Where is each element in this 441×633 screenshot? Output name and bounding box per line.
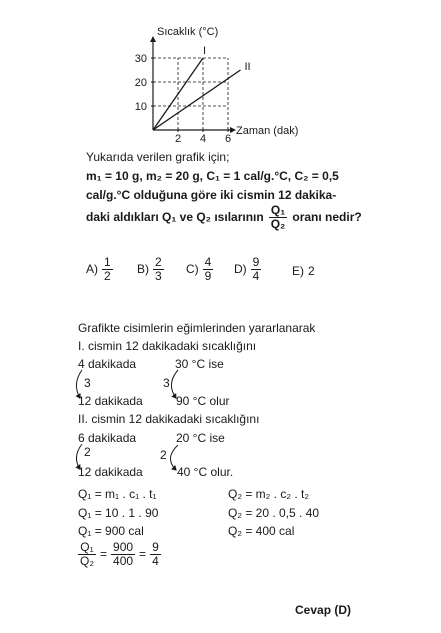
eq-left-1: Q₁ = m₁ . c₁ . t₁ xyxy=(78,487,157,501)
y-axis-title: Sıcaklık (°C) xyxy=(157,26,219,38)
question-ratio-num: Q₁ xyxy=(270,203,286,217)
option-c-den: 9 xyxy=(204,268,212,283)
p2-right-top: 20 °C ise xyxy=(176,431,225,445)
p2-right-arrow xyxy=(170,445,178,470)
p2-left-arrow xyxy=(76,444,82,469)
p1-right-top: 30 °C ise xyxy=(175,357,224,371)
option-a-den: 2 xyxy=(104,268,111,283)
series-label-II: II xyxy=(244,61,251,73)
option-d-label: D) xyxy=(234,262,247,277)
question-ask-end: oranı nedir? xyxy=(292,210,362,225)
question-given-2: cal/g.°C olduğuna göre iki cismin 12 dakika- xyxy=(86,188,337,202)
part1-title: I. cismin 12 dakikadaki sıcaklığını xyxy=(78,339,257,353)
y-tick-label-10: 10 xyxy=(134,101,147,113)
option-b-num: 2 xyxy=(155,255,162,269)
p1-right-bottom: 90 °C olur xyxy=(176,394,230,408)
p2-left-top: 6 dakikada xyxy=(78,431,137,445)
ratio-result xyxy=(78,541,161,567)
p1-left-bottom: 12 dakikada xyxy=(78,394,143,408)
x-axis-title: Zaman (dak) xyxy=(236,125,299,137)
option-b-den: 3 xyxy=(155,268,162,283)
y-tick-label-30: 30 xyxy=(134,53,147,65)
option-d-den: 4 xyxy=(252,268,260,283)
answer-label: Cevap (D) xyxy=(295,603,352,617)
question-ask-start: daki aldıkları Q₁ ve Q₂ ısılarının xyxy=(86,210,264,225)
eq-right-1: Q₂ = m₂ . c₂ . t₂ xyxy=(228,487,309,501)
option-d-num: 9 xyxy=(252,255,260,269)
eq-left-3: Q₁ = 900 cal xyxy=(78,524,144,538)
ratio-equals-1: = xyxy=(100,547,108,562)
ratio-equals-2: = xyxy=(139,547,147,562)
x-tick-label-2: 2 xyxy=(174,133,182,145)
eq-left-2: Q₁ = 10 . 1 . 90 xyxy=(78,506,159,520)
ratio-rhs-den: 4 xyxy=(152,553,159,568)
p1-right-factor: 3 xyxy=(163,376,170,390)
ratio-lhs-den: Q₂ xyxy=(80,553,94,568)
p1-left-top: 4 dakikada xyxy=(78,357,137,371)
ratio-rhs-num: 9 xyxy=(152,540,159,554)
option-a-label: A) xyxy=(86,262,98,277)
p1-left-factor: 3 xyxy=(84,376,91,390)
option-b-label: B) xyxy=(137,262,149,277)
option-c-label: C) xyxy=(186,262,199,277)
ratio-mid-num: 900 xyxy=(113,540,134,554)
option-e-label: E) xyxy=(292,264,304,278)
p1-left-arrow xyxy=(76,370,82,398)
solution-intro: Grafikte cisimlerin eğimlerinden yararlanarak xyxy=(78,321,316,335)
question-given-1: m₁ = 10 g, m₂ = 20 g, C₁ = 1 cal/g.°C, C₂ = 0,5 xyxy=(86,169,339,183)
eq-right-3: Q₂ = 400 cal xyxy=(228,524,295,538)
x-tick-label-4: 4 xyxy=(199,133,207,145)
ratio-mid-den: 400 xyxy=(113,553,134,568)
question-intro: Yukarıda verilen grafik için; xyxy=(86,150,230,164)
p2-right-factor: 2 xyxy=(160,448,167,462)
series-label-I: I xyxy=(203,45,207,57)
eq-right-2: Q₂ = 20 . 0,5 . 40 xyxy=(228,506,320,520)
question-ratio-den: Q₂ xyxy=(270,216,286,231)
p1-right-arrow xyxy=(171,370,178,398)
ratio-lhs-num: Q₁ xyxy=(80,540,94,554)
x-tick-label-6: 6 xyxy=(224,133,232,145)
option-c-num: 4 xyxy=(204,255,212,269)
y-tick-label-20: 20 xyxy=(134,77,147,89)
p2-right-bottom: 40 °C olur. xyxy=(177,465,234,479)
part2-title: II. cismin 12 dakikadaki sıcaklığını xyxy=(78,412,260,426)
option-e-value: 2 xyxy=(308,264,315,278)
p2-left-factor: 2 xyxy=(84,445,91,459)
p2-left-bottom: 12 dakikada xyxy=(78,465,143,479)
option-a-num: 1 xyxy=(104,255,111,269)
